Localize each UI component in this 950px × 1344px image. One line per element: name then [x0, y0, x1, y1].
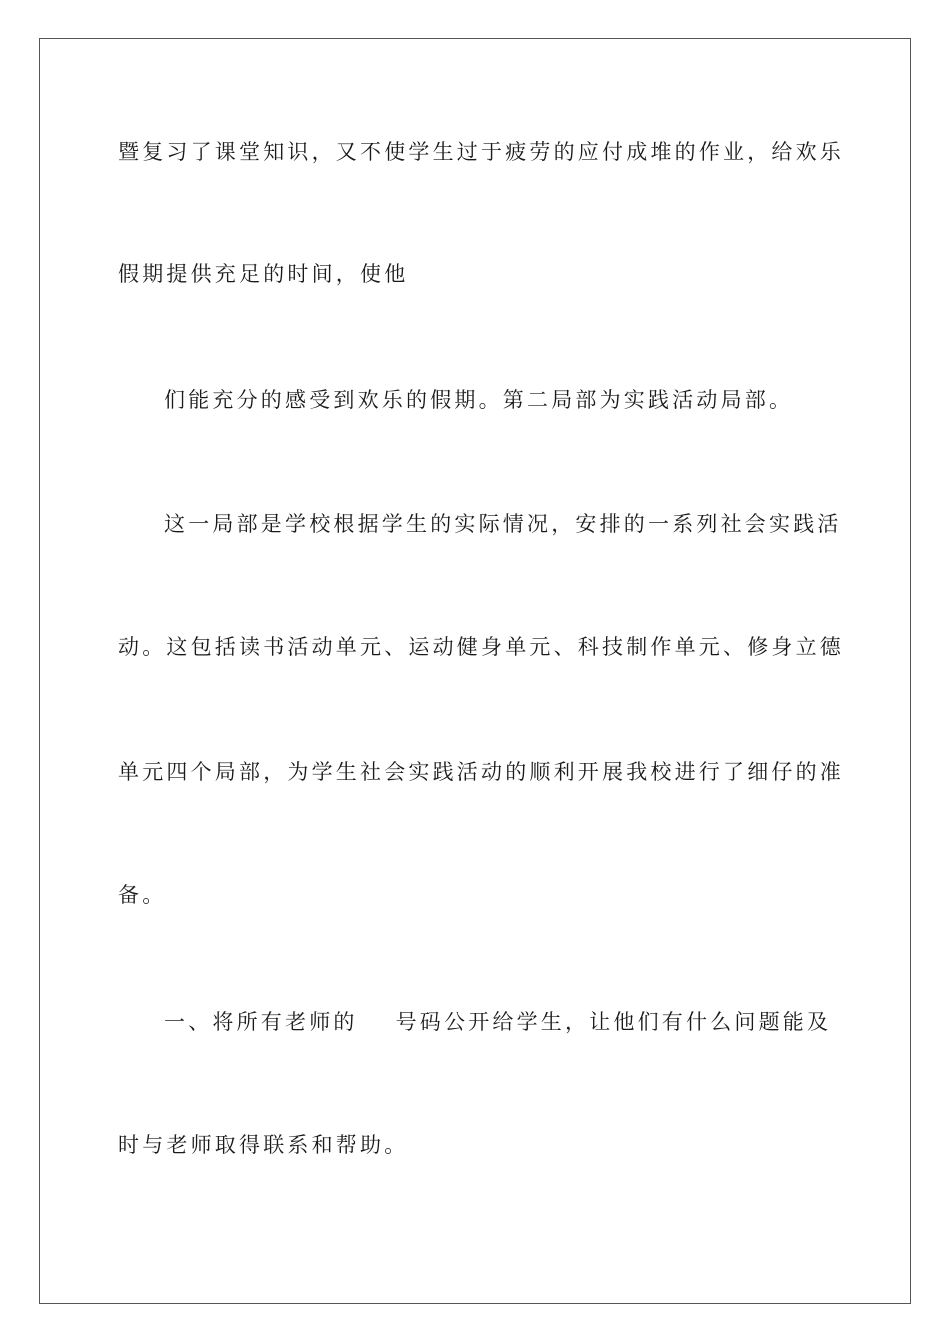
paragraph-line: 动。这包括读书活动单元、运动健身单元、科技制作单元、修身立德 [118, 635, 844, 659]
paragraph-line: 这一局部是学校根据学生的实际情况，安排的一系列社会实践活 [164, 512, 842, 536]
list-item-text-before: 一、将所有老师的 [164, 1010, 358, 1034]
list-item-text-after: 号码公开给学生，让他们有什么问题能及 [395, 1010, 832, 1034]
list-item-one [164, 1007, 884, 1037]
paragraph-line: 们能充分的感受到欢乐的假期。第二局部为实践活动局部。 [164, 388, 794, 412]
paragraph-line: 暨复习了课堂知识，又不使学生过于疲劳的应付成堆的作业，给欢乐 [118, 140, 844, 164]
paragraph-line: 时与老师取得联系和帮助。 [118, 1133, 409, 1157]
page-border [39, 38, 911, 1304]
paragraph-line: 假期提供充足的时间，使他 [118, 262, 409, 286]
paragraph-line: 单元四个局部，为学生社会实践活动的顺利开展我校进行了细仔的准 [118, 760, 844, 784]
paragraph-line: 备。 [118, 883, 167, 907]
